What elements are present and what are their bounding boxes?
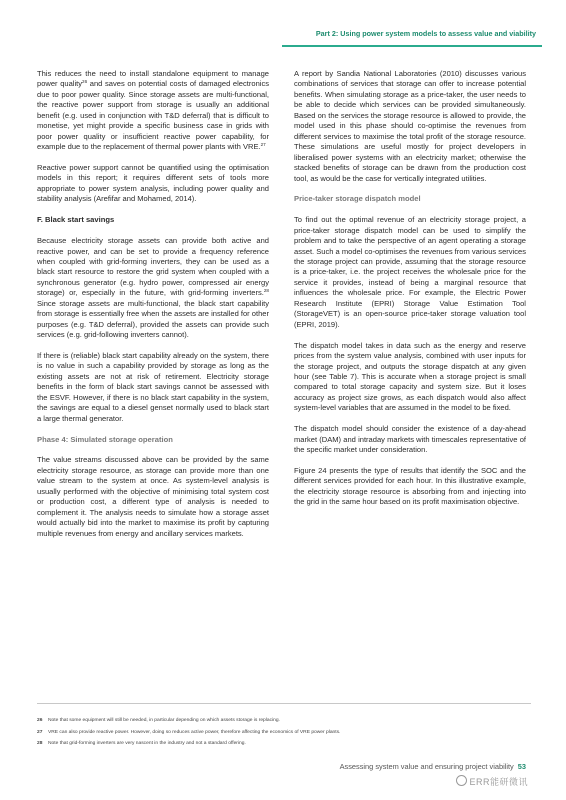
footnote-ref[interactable]: 27 [260, 142, 266, 148]
header-rule [282, 45, 542, 47]
footnote-ref[interactable]: 26 [82, 79, 88, 85]
footnotes [37, 715, 531, 750]
right-column [294, 69, 526, 518]
footnote-text: VRE can also provide reactive power. However, doing so reduces active power, therefore affecting the economics of VRE power plants. [48, 729, 341, 735]
footnote [37, 727, 531, 739]
paragraph: If there is (reliable) black start capability already on the system, there is no value in such a capability provided by storage as long as the existing assets are not at risk of retirement. Electricity storage benefits in the form of black start savings cannot be assessed with the ESVF. However, if there is no black start capability in the system, the savings are equal to a diesel genset normally used to black start a large thermal generator. [37, 350, 269, 423]
page-number: 53 [517, 762, 526, 771]
footnote-divider [37, 703, 531, 704]
left-column [37, 69, 269, 549]
paragraph: The value streams discussed above can be provided by the same electricity storage resource, as storage can provide more than one value stream to the system at once. As system-level analysis is usually performed with the objective of minimising total system cost or production cost, a different type of analysis is needed to complement it. The analysis needs to simulate how a storage asset would actually bid into the market to maximise its profit by capturing multiple revenues from energy and ancillary services markets. [37, 455, 269, 538]
footnote-number: 28 [37, 741, 43, 746]
paragraph-text: Since storage assets are multi-functional, the black start capability from storage is essentially free when the assets are installed for other purposes (e.g. T&D deferral), provided the assets can provide such services (e.g. grid-following inverters cannot). [37, 298, 269, 340]
paragraph-text: This reduces the need to install standalone equipment to manage power quality [37, 69, 269, 89]
footer-title: Assessing system value and ensuring project viability [339, 762, 514, 771]
wechat-icon [456, 775, 467, 786]
subsection-heading: Phase 4: Simulated storage operation [37, 434, 173, 444]
footnote [37, 715, 531, 727]
paragraph: Figure 24 presents the type of results that identify the SOC and the different services provided for each hour. In this illustrative example, the electricity storage resource is absorbing from and injecting into the grid in the same hour based on its profit maximisation objective. [294, 465, 526, 507]
section-heading: F. Black start savings [37, 215, 115, 225]
subsection-heading: Price-taker storage dispatch model [294, 194, 421, 204]
paragraph-text: Because electricity storage assets can provide both active and reactive power, and can be set to provide a frequency reference when coupled with grid-forming inverters, they can be used as a black start resource to restore the grid system when coupled with a synchronous generator (e.g. hydro power, compressed air energy storage) or, especially in the future, with grid-forming inverters. [37, 236, 269, 298]
page-footer [340, 762, 526, 771]
paragraph [37, 69, 269, 153]
footnote-ref[interactable]: 28 [263, 288, 269, 294]
paragraph: Reactive power support cannot be quantified using the optimisation models in this report; it requires different sets of tools more appropriate to power system analysis, including power quality and stability analysis (Arefifar and Mohamed, 2014). [37, 163, 269, 204]
footnote-text: Note that grid-forming inverters are very nascent in the industry and not a standard offering. [48, 741, 246, 746]
paragraph: The dispatch model takes in data such as the energy and reserve prices from the system value analysis, combined with user inputs for the storage project, and outputs the storage dispatch at any given hour (see Table 7). This is accurate when a storage project is small compared to total storage capacity and system size. But it loses accuracy as project size grows, as each dispatch would also affect system-level variables that are assumed in the model to be fixed. [294, 340, 526, 413]
watermark-text: ERR能研微讯 [469, 777, 528, 787]
paragraph [37, 236, 269, 341]
paragraph: The dispatch model should consider the existence of a day-ahead market (DAM) and intraday markets with timescales representative of the specific market under consideration. [294, 424, 526, 455]
paragraph: To find out the optimal revenue of an electricity storage project, a price-taker storage dispatch model can be used to simplify the problem and to take the perspective of an agent operating a storage asset. Such a model co-optimises the revenues from various services the storage project can provide, assuming that the storage resource is a price-taker, i.e. the project receives the wholesale price for the service it provides, instead of being a marginal resource that influences the wholesale price. For example, the Electric Power Research Institute (EPRI) Storage Value Estimation Tool (StorageVET) is an open-source price-taker storage valuation tool (EPRI, 2019). [294, 215, 526, 329]
paragraph-text: and saves on potential costs of damaged electronics due to poor power quality. Since storage assets are multi-functional, the reactive power support from storage is usually an additional benefit (e.g. used in conjunction with T&D deferral) that is difficult to monetise, yet might provide a specific business case in grids with poor power quality or insufficient reactive power capability, for example due to the replacement of thermal power plants with VRE. [37, 79, 269, 152]
watermark [456, 775, 528, 788]
footnote-number: 27 [37, 729, 43, 735]
footnote [37, 738, 531, 750]
section-header: Part 2: Using power system models to assess value and viability [315, 29, 536, 38]
footnote-text: Note that some equipment will still be needed, in particular depending on which assets storage is replacing. [48, 718, 280, 723]
footnote-number: 26 [37, 718, 43, 723]
paragraph: A report by Sandia National Laboratories (2010) discusses various combinations of services that storage can offer to increase potential benefits. When simulating storage as a price-taker, the user needs to be able to decide which services can be provided simultaneously. Based on the services the storage resource is allowed to provide, the model used in this phase should co-optimise the revenues from different services to maximise the total profit of the storage resource. These simulations are useful mostly for project developers in liberalised power systems with an electricity market; otherwise the stacked benefits of storage can be drawn from the production cost tool, as would be the case for vertically integrated utilities. [294, 69, 526, 183]
